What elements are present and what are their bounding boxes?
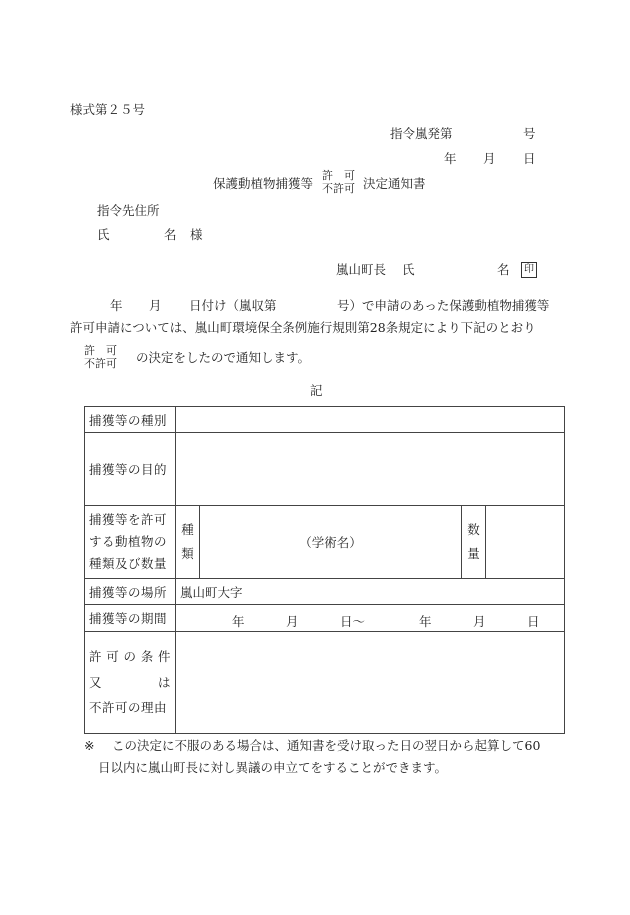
type-value-cell	[176, 407, 565, 433]
conditions-or-char-2: は	[157, 674, 171, 690]
conditions-label	[85, 632, 176, 734]
conditions-char-4: 条	[140, 649, 154, 665]
footnote-mark: ※	[84, 738, 95, 753]
body-year: 年	[110, 298, 123, 313]
body-month: 月	[149, 298, 162, 313]
table-row-purpose	[85, 433, 565, 506]
scientific-name-cell: （学術名）	[200, 506, 462, 579]
quantity-value-cell	[486, 506, 565, 579]
addressee-name-label-1: 氏	[97, 227, 110, 242]
kind-label-char-1: 種	[181, 522, 194, 538]
table-row-place	[85, 579, 565, 605]
conditions-char-3: の	[123, 649, 137, 665]
seal-mark: 印	[521, 262, 537, 278]
conditions-label-row-2	[89, 670, 171, 696]
footnote-line-1: この決定に不服のある場合は、通知書を受け取った日の翌日から起算して60	[112, 738, 541, 753]
document-number-suffix: 号	[523, 126, 536, 141]
table-row-period	[85, 605, 565, 632]
date-year: 年	[444, 151, 457, 166]
kind-label-char-2: 類	[181, 546, 194, 561]
body-date-reference: 日付け（嵐収第	[189, 298, 277, 313]
table-row-type	[85, 407, 565, 433]
date-day: 日	[523, 151, 536, 166]
title-prefix: 保護動植物捕獲等	[213, 176, 314, 191]
species-label	[85, 506, 176, 579]
table-row-species	[85, 506, 565, 579]
place-label: 捕獲等の場所	[85, 579, 176, 605]
conditions-value-cell	[176, 632, 565, 734]
ki-heading: 記	[310, 383, 323, 398]
body-after-reference: 号）で申請のあった保護動植物捕獲等	[337, 298, 550, 313]
period-start-day: 日～	[340, 614, 366, 629]
body-option-permit: 許 可	[84, 344, 117, 357]
issuer-title: 嵐山町長	[336, 262, 387, 277]
date-month: 月	[483, 151, 496, 166]
table-row-conditions	[85, 632, 565, 734]
form-number: 様式第２５号	[70, 102, 146, 117]
addressee-name-label-2: 名	[164, 227, 177, 242]
place-value: 嵐山町大字	[176, 579, 565, 605]
footnote-line-2: 日以内に嵐山町長に対し異議の申立てをすることができます。	[98, 760, 448, 775]
permit-details-table	[84, 406, 565, 734]
kind-label	[176, 506, 200, 579]
species-label-line-3: 種類及び数量	[89, 555, 168, 571]
body-option-stack	[84, 345, 117, 370]
body-option-deny: 不許可	[84, 356, 117, 370]
conditions-char-1: 許	[89, 649, 103, 665]
title-option-stack	[322, 170, 355, 195]
period-end-day: 日	[527, 614, 540, 629]
body-line-3: の決定をしたので通知します。	[136, 350, 311, 365]
conditions-char-5: 件	[157, 649, 171, 665]
purpose-label: 捕獲等の目的	[85, 433, 176, 506]
quantity-label	[462, 506, 486, 579]
issuer-name-label-2: 名	[497, 262, 510, 277]
conditions-char-2: 可	[106, 649, 120, 665]
period-label: 捕獲等の期間	[85, 605, 176, 632]
purpose-value-cell	[176, 433, 565, 506]
title-suffix: 決定通知書	[363, 176, 426, 191]
period-start-year: 年	[232, 614, 245, 629]
species-label-line-1: 捕獲等を許可	[89, 512, 168, 528]
title-option-permit: 許 可	[322, 169, 355, 182]
conditions-or-char-1: 又	[89, 674, 103, 690]
body-line-2: 許可申請については、嵐山町環境保全条例施行規則第28条規定により下記のとおり	[70, 320, 536, 335]
document-number-prefix: 指令嵐発第	[390, 126, 453, 141]
period-start-month: 月	[286, 614, 299, 629]
issuer-name-label-1: 氏	[402, 262, 415, 277]
title-option-deny: 不許可	[322, 181, 355, 195]
period-value-cell	[176, 605, 565, 632]
addressee-address-label: 指令先住所	[97, 203, 160, 218]
period-end-month: 月	[473, 614, 486, 629]
type-label: 捕獲等の種別	[85, 407, 176, 433]
quantity-label-char-1: 数	[467, 522, 480, 538]
addressee-honorific: 様	[190, 227, 203, 242]
quantity-label-char-2: 量	[467, 546, 480, 561]
period-end-year: 年	[419, 614, 432, 629]
species-label-line-2: する動植物の	[89, 534, 168, 550]
conditions-label-row-3: 不許可の理由	[89, 700, 168, 716]
conditions-label-row-1	[89, 644, 171, 670]
